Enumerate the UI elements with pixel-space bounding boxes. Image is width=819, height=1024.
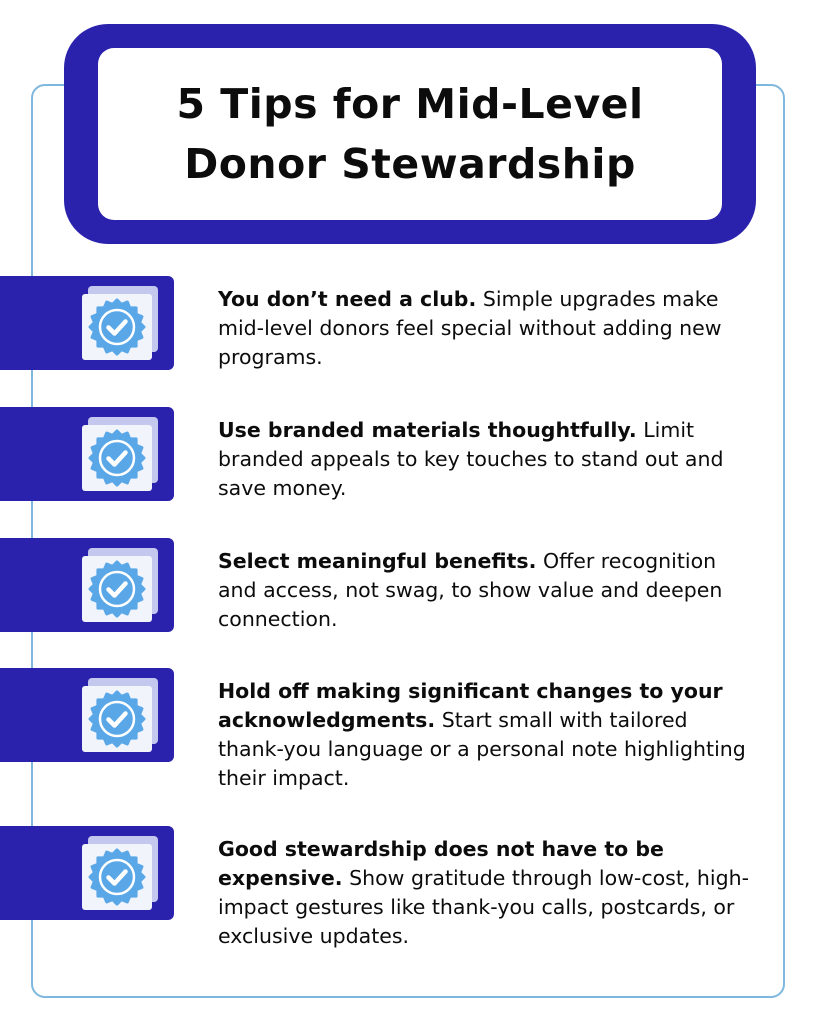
verified-badge-icon bbox=[82, 836, 162, 912]
tip-body: Offer recognition and access, not swag, to show value and deepen connection. bbox=[218, 549, 723, 631]
tip-body: Show gratitude through low-cost, high-impact gestures like thank-you calls, postcards, or exclusive updates. bbox=[218, 866, 749, 948]
title-line-1: 5 Tips for Mid-Level bbox=[176, 80, 644, 128]
title-card bbox=[98, 48, 722, 220]
page-title bbox=[176, 74, 643, 194]
tip-heading: Hold off making significant changes to your acknowledgments. bbox=[218, 679, 723, 732]
verified-badge-icon bbox=[82, 678, 162, 754]
tip-body: Start small with tailored thank-you language or a personal note highlighting their impact. bbox=[218, 708, 746, 790]
tip-text bbox=[218, 285, 758, 372]
tip-text bbox=[218, 677, 758, 793]
tip-body: Simple upgrades make mid-level donors feel special without adding new programs. bbox=[218, 287, 722, 369]
tip-heading: Good stewardship does not have to be expensive. bbox=[218, 837, 664, 890]
tip-heading: Use branded materials thoughtfully. bbox=[218, 418, 637, 442]
verified-badge-icon bbox=[82, 417, 162, 493]
verified-badge-icon bbox=[82, 286, 162, 362]
tip-heading: Select meaningful benefits. bbox=[218, 549, 537, 573]
verified-badge-icon bbox=[82, 548, 162, 624]
tip-body: Limit branded appeals to key touches to stand out and save money. bbox=[218, 418, 724, 500]
tip-text bbox=[218, 547, 758, 634]
title-line-2: Donor Stewardship bbox=[184, 140, 636, 188]
tip-text bbox=[218, 835, 758, 951]
tip-text bbox=[218, 416, 758, 503]
tip-heading: You don’t need a club. bbox=[218, 287, 477, 311]
